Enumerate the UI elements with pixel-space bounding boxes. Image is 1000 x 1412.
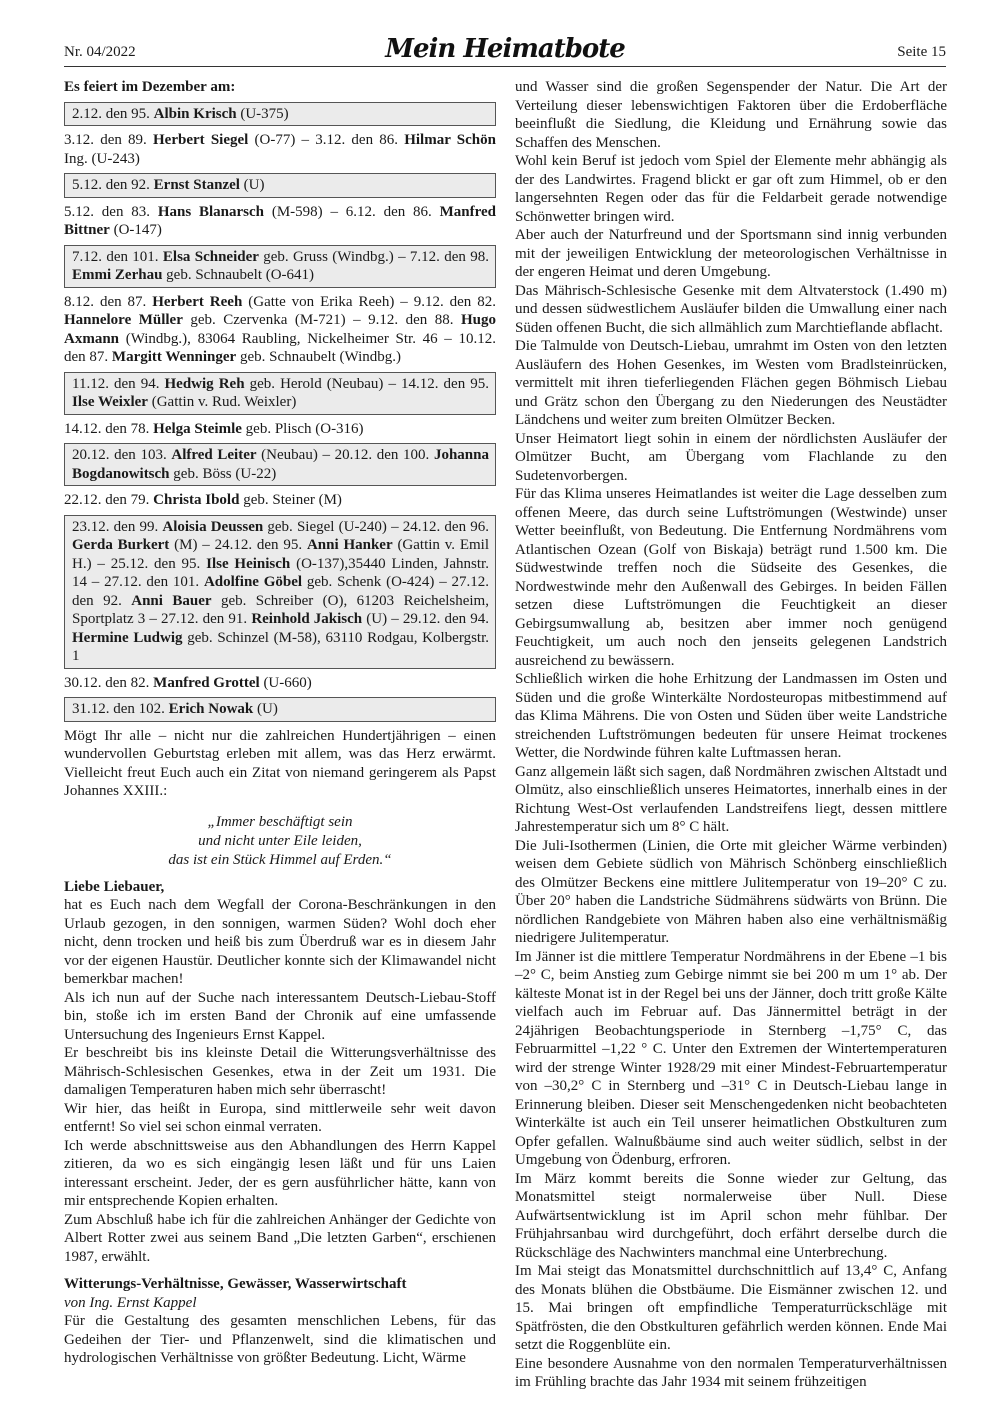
- article-paragraph: Unser Heimatort liegt sohin in einem der nördlichsten Ausläufer der Olmützer Bucht, am Übergang vom Flachlande zu den Sudetenvorbergen.: [515, 430, 947, 484]
- birthday-text: (U-660): [259, 674, 312, 691]
- celebrant-name: Reinhold Jakisch: [251, 611, 363, 627]
- celebrant-name: Ernst Stanzel: [153, 177, 240, 193]
- birthday-entry: [64, 674, 496, 693]
- birthday-text: geb. Schnaubelt (O-641): [162, 267, 315, 283]
- birthday-entry-boxed: [64, 173, 496, 198]
- birthday-entry: [64, 131, 496, 168]
- masthead-logo: Mein Heimatbote: [385, 34, 625, 64]
- birthday-text: 14.12. den 78.: [64, 420, 154, 437]
- birthday-text: geb. Steiner (M): [239, 492, 342, 508]
- letter-paragraph: Wir hier, das heißt in Europa, sind mittlerweile sehr weit davon entfernt! So viel sei schon einmal verraten.: [64, 1100, 496, 1135]
- birthday-text: 31.12. den 102.: [72, 701, 169, 717]
- article-paragraph: Schließlich wirken die hohe Erhitzung der Landmassen im Osten und Süden und die große Winterkälte Nordosteuropas mitbestimmend auf das Klima Mährens. Die von Osten und Süden über weite Landstriche streichenden Luftströmungen bedeuten für unsere Heimat trockenes Wetter, die Nordwinde führen kalte Luftmassen heran.: [515, 671, 947, 761]
- celebrant-name: Margitt Wenninger: [111, 349, 237, 365]
- birthday-text: geb. Böss (U-22): [169, 465, 277, 482]
- celebrant-name: Gerda Burkert: [72, 537, 170, 553]
- birthday-text: geb. Schnaubelt (Windbg.): [236, 349, 401, 365]
- article-paragraph: Ganz allgemein läßt sich sagen, daß Nordmähren zwischen Altstadt und Olmütz, also einschließlich unseres Heimatortes, innerhalb eines in der Richtung West-Ost verlaufenden Landstreifens liegt, dessen mittlere Jahrestemperatur sich um 8° C hält.: [515, 763, 947, 835]
- birthday-text: geb. Siegel (U-240) – 24.12. den 96.: [263, 518, 489, 535]
- birthday-entry-boxed: [64, 443, 496, 486]
- article-paragraph: Die Juli-Isothermen (Linien, die Orte mit gleicher Wärme verbinden) weisen dem Gebiete südlich von Mährisch Schönberg einschließlich des Olmützer Beckens eine mittlere Julitemperatur von 19–20° C zu. Über 20° haben die Landstriche Südmährens südwärts von Brünn. Die nördlichen Randgebiete von Mähren haben also eine verhältnismäßig niedrigere Julitemperatur.: [515, 837, 947, 946]
- article-paragraph: Das Mährisch-Schlesische Gesenke mit dem Altvaterstock (1.490 m) und dessen südwestlichem Ausläufer bilden die Umwallung einer nach Süden offenen Bucht, die sich allmählich zum Marchtieflande abflacht.: [515, 282, 947, 336]
- article-paragraph: und Wasser sind die großen Segenspender der Natur. Die Art der Verteilung dieser lebenswichtigen Faktoren über die Erdoberfläche beeinflußt die Siedlung, die Kleidung und Ernährung sowie das Schaffen des Menschen.: [515, 79, 947, 151]
- birthday-entry-boxed: [64, 102, 496, 127]
- right-column: [515, 78, 947, 1392]
- birthday-text: 20.12. den 103.: [72, 447, 172, 463]
- article-paragraph: Im Jänner ist die mittlere Temperatur Nordmährens in der Ebene –1 bis –2° C, beim Anstieg zum Gebirge nimmt sie bei 200 m um 1° ab. Der kälteste Monat ist in der Regel bei uns der Jänner, doch tritt große Kälte vielfach auch im Februar auf. Das Jännermittel beträgt in der 24jährigen Beobachtungsperiode in Sternberg –1,75° C, das Februarmittel –1,22 ° C. Unter den Extremen der Wintertemperaturen wird der strenge Winter 1928/29 mit einer Mindest-Februartemperatur von –30,2° C in Sternberg und –31° C in Deutsch-Liebau lange in Erinnerung bleiben. Dieser seit Menschengedenken nicht beobachteten Winterkälte ist auch ein Teil unserer heimatlichen Obstkulturen zum Opfer gefallen. Walnußbäume sind auch weiter südlich, selbst in der Umgebung von Ödenburg, erfroren.: [515, 948, 947, 1168]
- celebrant-name: Aloisia Deussen: [162, 518, 264, 535]
- birthdays-title: Es feiert im Dezember am:: [64, 79, 236, 95]
- birthday-text: geb. Gruss (Windbg.) – 7.12. den 98.: [258, 248, 489, 265]
- letter-greeting: Liebe Liebauer,: [64, 878, 165, 895]
- article-paragraph: Eine besondere Ausnahme von den normalen Temperaturverhältnissen im Frühling brachte das Jahr 1934 mit seinem frühzeitigen: [515, 1355, 947, 1390]
- celebrant-name: Hilmar Schön: [404, 132, 496, 148]
- birthday-entry-boxed: [64, 245, 496, 288]
- birthday-wishes: Mögt Ihr alle – nicht nur die zahlreichen Hundertjährigen – einen wundervollen Geburtstag erleben mit allem, was das Herz erwärmt. Vielleicht freut Euch auch ein Zitat von niemand geringerem als Papst Johannes XXIII.:: [64, 727, 496, 799]
- birthday-text: (Gattin v. Rud. Weixler): [147, 394, 297, 410]
- celebrant-name: Anni Hanker: [306, 537, 393, 553]
- celebrant-name: Manfred Grottel: [153, 674, 260, 691]
- birthday-entry: [64, 203, 496, 240]
- celebrant-name: Helga Steimle: [153, 420, 242, 437]
- letter-paragraph: hat es Euch nach dem Wegfall der Corona-Beschränkungen in den Urlaub gezogen, in den sonnigen, warmen Süden? Wohl doch eher nicht, denn trocken und heiß bis zum Überdruß war es in diesem Jahr vor der eigenen Haustür. Deutlicher konnte sich der Klimawandel nicht bemerkbar machen!: [64, 897, 496, 987]
- birthday-text: geb. Schreiber (O), 61203 Reichelsheim, Sportplatz 3 – 27.12. den 91.: [72, 592, 489, 627]
- article-title: Witterungs-Verhältnisse, Gewässer, Wasserwirtschaft: [64, 1276, 407, 1292]
- birthday-text: (O-147): [109, 222, 162, 238]
- quote-line: und nicht unter Eile leiden,: [198, 832, 362, 849]
- birthday-list: [64, 102, 496, 722]
- article-author: von Ing. Ernst Kappel: [64, 1294, 197, 1311]
- birthday-entry: [64, 491, 496, 510]
- celebrant-name: Adolfine Göbel: [203, 574, 303, 590]
- birthday-text: geb. Schinzel (M-58), 63110 Rodgau, Kolbergstr. 1: [72, 629, 489, 664]
- celebrant-name: Anni Bauer: [131, 592, 212, 609]
- birthday-text: 23.12. den 99.: [72, 518, 163, 535]
- birthday-text: (Gattin v. Emil H.) – 25.12. den 95.: [72, 537, 489, 572]
- pope-quote: [64, 813, 496, 870]
- letter-paragraph: Ich werde abschnittsweise aus den Abhandlungen des Herrn Kappel zitieren, da wo es sich eingängig lesen läßt und für uns Laien interessant erscheint. Jeder, der es gern ausführlicher hätte, kann von mir entsprechende Kopien erhalten.: [64, 1137, 496, 1209]
- celebrant-name: Hermine Ludwig: [72, 629, 183, 646]
- quote-line: das ist ein Stück Himmel auf Erden.“: [168, 851, 392, 868]
- celebrant-name: Herbert Siegel: [153, 132, 249, 148]
- birthday-text: (U): [239, 177, 265, 193]
- birthday-entry-boxed: [64, 515, 496, 669]
- quote-line: „Immer beschäftigt sein: [207, 813, 353, 830]
- birthday-text: geb. Czervenka (M-721) – 9.12. den 88.: [182, 312, 461, 328]
- birthday-entry: [64, 420, 496, 439]
- birthday-text: (Gatte von Erika Reeh) – 9.12. den 82.: [242, 293, 496, 310]
- birthday-text: 5.12. den 92.: [72, 177, 154, 193]
- letter-paragraph: Als ich nun auf der Suche nach interessantem Deutsch-Liebau-Stoff bin, stoße ich im ersten Band der Chronik auf eine umfassende Untersuchung des Ingenieurs Ernst Kappel.: [64, 989, 496, 1043]
- celebrant-name: Elsa Schneider: [162, 248, 259, 265]
- article-paragraph: Im März kommt bereits die Sonne wieder zur Geltung, das Monatsmittel steigt normalerweise über Null. Diese Aufwärtsentwicklung ist im April schon mehr fühlbar. Der Frühjahrsanbau wird durchgeführt, doch erfährt derselbe durch die Rückschläge des Nachwinters manchmal eine Unterbrechung.: [515, 1170, 947, 1261]
- letter-paragraph: Zum Abschluß habe ich für die zahlreichen Anhänger der Gedichte von Albert Rotter zwei aus seinem Band „Die letzten Garben“, erschienen 1987, erwählt.: [64, 1211, 496, 1265]
- celebrant-name: Hugo Axmann: [64, 312, 496, 347]
- celebrant-name: Emmi Zerhau: [72, 267, 163, 283]
- birthday-text: (M-598) – 6.12. den 86.: [264, 203, 440, 220]
- birthday-text: Ing. (U-243): [64, 150, 140, 167]
- celebrant-name: Hans Blanarsch: [157, 203, 265, 220]
- page-number: Seite 15: [897, 44, 946, 60]
- birthday-text: 11.12. den 94.: [72, 375, 165, 392]
- birthday-text: 3.12. den 89.: [64, 132, 153, 148]
- birthday-entry-boxed: [64, 697, 496, 722]
- birthday-text: (U) – 29.12. den 94.: [362, 611, 489, 627]
- article-intro: Für die Gestaltung des gesamten menschlichen Lebens, für das Gedeihen der Tier- und Pflanzenwelt, sind die klimatischen und hydrologischen Verhältnisse von größter Bedeutung. Licht, Wärme: [64, 1313, 496, 1366]
- birthday-text: 7.12. den 101.: [72, 248, 163, 265]
- article-paragraph: Im Mai steigt das Monatsmittel durchschnittlich auf 13,4° C, Anfang des Monats blühen die Obstbäume. Die Eismänner zwischen 12. und 15. Mai bringen oft empfindliche Temperaturrückschläge mit Spätfrösten, die den Obstkulturen gefährlich werden können. Ende Mai setzt die Roggenblüte ein.: [515, 1263, 947, 1353]
- left-column: [64, 78, 496, 1368]
- issue-number: Nr. 04/2022: [64, 44, 136, 60]
- celebrant-name: Christa Ibold: [153, 492, 240, 508]
- celebrant-name: Herbert Reeh: [152, 293, 243, 310]
- birthday-entry: [64, 293, 496, 367]
- celebrant-name: Johanna Bogdanowitsch: [72, 447, 489, 482]
- birthday-text: (U-375): [236, 105, 289, 122]
- article-paragraph: Für das Klima unseres Heimatlandes ist weiter die Lage desselben zum offenen Meere, das durch seine Luftströmungen (Westwinde) unser Wetter beeinflußt, von Bedeutung. Die Entfernung Nordmährens vom Atlantischen Ozean (Golf von Biskaja) beträgt rund 1.500 km. Die Südwestwinde treffen noch die Südseite des Gesenkes, die Nordwestwinde mehr den Außenwall des Gebirges. In beiden Fällen setzen diese Luftströmungen die Feuchtigkeit an dieser Gebirgsumwallung ab, besitzen aber immer noch genügend Feuchtigkeit, um auch noch den jenseits gelegenen Landstrich ausreichend zu bewässern.: [515, 486, 947, 669]
- birthday-text: (U): [253, 701, 278, 717]
- celebrant-name: Ilse Weixler: [72, 394, 148, 410]
- birthday-text: (Neubau) – 20.12. den 100.: [256, 447, 434, 463]
- celebrant-name: Albin Krisch: [153, 105, 237, 122]
- celebrant-name: Hannelore Müller: [64, 312, 183, 328]
- birthday-text: 2.12. den 95.: [72, 105, 154, 122]
- page-header: [64, 30, 946, 67]
- article-paragraph: Die Talmulde von Deutsch-Liebau, umrahmt im Osten von den letzten Ausläufern des Hohen Gesenkes, im Westen vom Bradlsteinrücken, vermittelt mit ihren tieferliegenden Flächen gegen Böhmisch Liebau und Grätz schon den Übergang zu den Niederungen des Neustädter Ländchens und weiter zum breiten Olmützer Becken.: [515, 338, 947, 428]
- letter-paragraph: Er beschreibt bis ins kleinste Detail die Witterungsverhältnisse des Mährisch-Schlesischen Gesenkes, etwa in der Zeit um 1931. Die damaligen Temperaturen haben mich sehr überrascht!: [64, 1045, 496, 1098]
- celebrant-name: Alfred Leiter: [171, 447, 257, 463]
- birthday-entry-boxed: [64, 372, 496, 415]
- birthday-text: (O-77) – 3.12. den 86.: [248, 132, 405, 148]
- birthday-text: 8.12. den 87.: [64, 293, 153, 310]
- celebrant-name: Hedwig Reh: [164, 375, 245, 392]
- article-paragraph: Wohl kein Beruf ist jedoch vom Spiel der Elemente mehr abhängig als der des Landwirtes. Fragend blickt er gar oft zum Himmel, ob er den langersehnten Regen oder das für die Feldarbeit gerade notwendige Schönwetter bringen wird.: [515, 153, 947, 225]
- celebrant-name: Manfred Bittner: [64, 203, 496, 238]
- birthday-text: 5.12. den 83.: [64, 203, 158, 220]
- birthday-text: 30.12. den 82.: [64, 674, 154, 691]
- birthday-text: (O-137),35440 Linden, Jahnstr. 14 – 27.12. den 101.: [72, 555, 489, 590]
- birthday-text: geb. Herold (Neubau) – 14.12. den 95.: [244, 375, 490, 392]
- birthday-text: geb. Schenk (O-424) – 27.12. den 92.: [72, 574, 489, 609]
- celebrant-name: Ilse Heinisch: [206, 555, 291, 572]
- birthday-text: (Windbg.), 83064 Raubling, Nickelheimer Str. 46 – 10.12. den 87.: [64, 330, 496, 365]
- birthday-text: 22.12. den 79.: [64, 492, 154, 508]
- article-paragraph: Aber auch der Naturfreund und der Sportsmann sind innig verbunden mit der jeweiligen Entwicklung der meteorologischen Verhältnisse in der engeren Heimat und deren Umgebung.: [515, 227, 947, 280]
- celebrant-name: Erich Nowak: [168, 701, 254, 717]
- birthday-text: (M) – 24.12. den 95.: [169, 537, 307, 553]
- birthday-text: geb. Plisch (O-316): [241, 420, 364, 437]
